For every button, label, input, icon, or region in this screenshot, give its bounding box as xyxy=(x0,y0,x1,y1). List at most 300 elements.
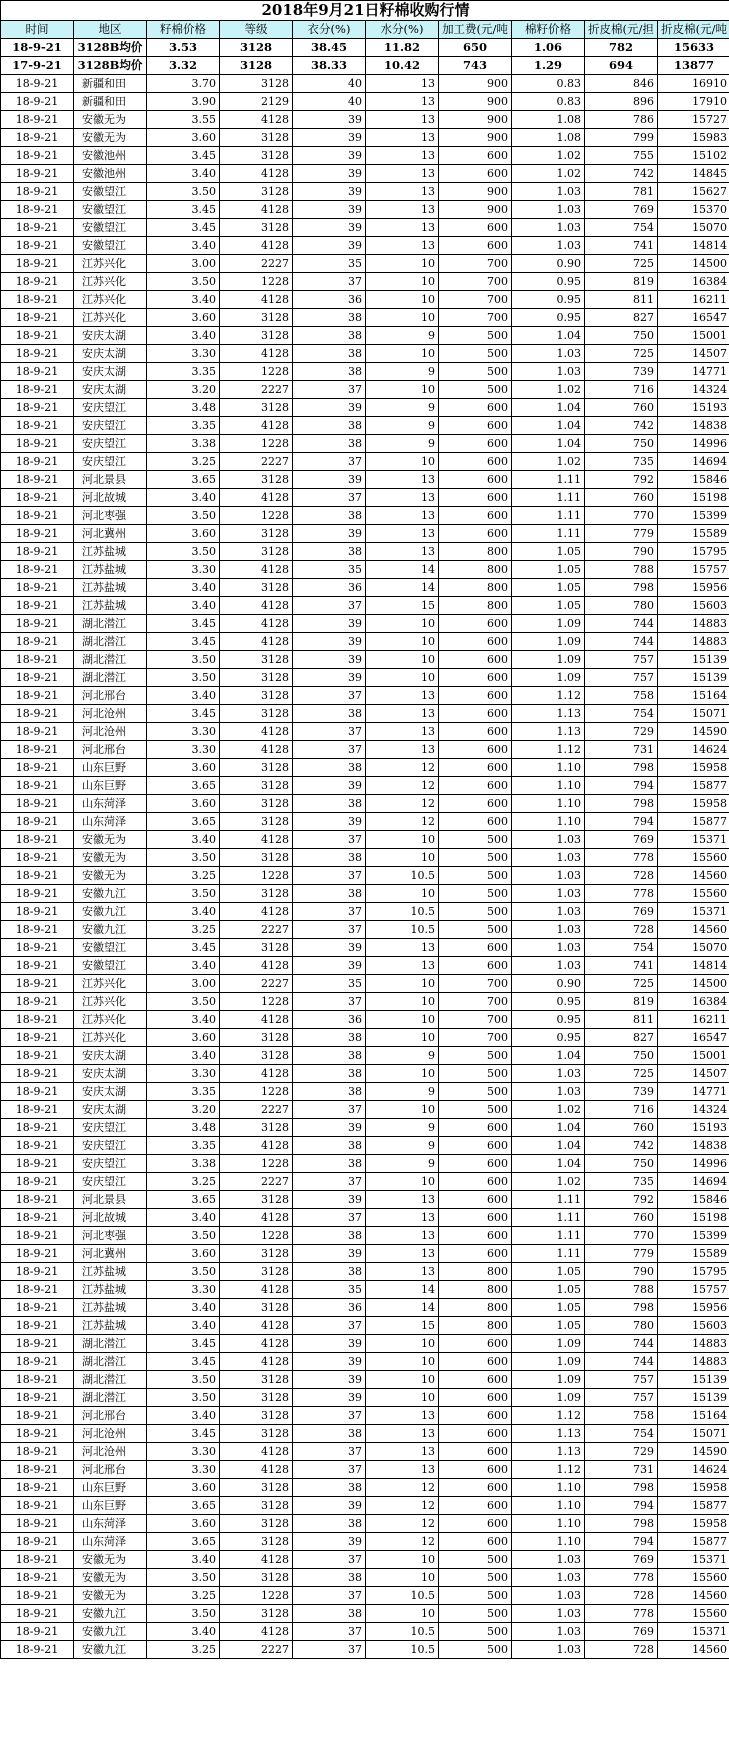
summary-cell: 11.82 xyxy=(366,39,439,57)
table-cell: 600 xyxy=(439,147,512,165)
table-cell: 4128 xyxy=(220,903,293,921)
table-cell: 12 xyxy=(366,1497,439,1515)
table-cell: 0.83 xyxy=(512,93,585,111)
table-cell: 湖北潜江 xyxy=(74,633,147,651)
table-cell: 600 xyxy=(439,1497,512,1515)
table-cell: 1.03 xyxy=(512,921,585,939)
table-cell: 1.04 xyxy=(512,1137,585,1155)
table-cell: 18-9-21 xyxy=(1,1029,74,1047)
table-cell: 750 xyxy=(585,1047,658,1065)
table-cell: 779 xyxy=(585,1245,658,1263)
table-cell: 3.20 xyxy=(147,381,220,399)
table-cell: 12 xyxy=(366,1515,439,1533)
table-cell: 896 xyxy=(585,93,658,111)
table-cell: 安庆太湖 xyxy=(74,327,147,345)
table-cell: 798 xyxy=(585,759,658,777)
table-cell: 10 xyxy=(366,453,439,471)
table-cell: 18-9-21 xyxy=(1,273,74,291)
table-cell: 600 xyxy=(439,507,512,525)
table-cell: 1228 xyxy=(220,867,293,885)
table-cell: 37 xyxy=(293,1551,366,1569)
table-cell: 15958 xyxy=(658,759,729,777)
table-cell: 1.03 xyxy=(512,849,585,867)
table-cell: 3.65 xyxy=(147,1533,220,1551)
table-cell: 38 xyxy=(293,1155,366,1173)
table-cell: 778 xyxy=(585,1605,658,1623)
table-cell: 14507 xyxy=(658,345,729,363)
table-cell: 3.60 xyxy=(147,309,220,327)
table-cell: 14845 xyxy=(658,165,729,183)
table-row xyxy=(1,507,729,525)
table-row xyxy=(1,201,729,219)
table-cell: 38 xyxy=(293,1425,366,1443)
table-cell: 1.04 xyxy=(512,399,585,417)
table-row xyxy=(1,1137,729,1155)
table-cell: 2227 xyxy=(220,921,293,939)
table-cell: 37 xyxy=(293,1407,366,1425)
table-cell: 3.30 xyxy=(147,1281,220,1299)
table-cell: 9 xyxy=(366,1155,439,1173)
table-cell: 3.40 xyxy=(147,903,220,921)
table-cell: 600 xyxy=(439,687,512,705)
table-cell: 754 xyxy=(585,705,658,723)
summary-cell: 782 xyxy=(585,39,658,57)
table-cell: 1.11 xyxy=(512,489,585,507)
table-cell: 1.11 xyxy=(512,1191,585,1209)
table-cell: 18-9-21 xyxy=(1,1137,74,1155)
table-cell: 38 xyxy=(293,327,366,345)
table-cell: 15139 xyxy=(658,1371,729,1389)
table-cell: 600 xyxy=(439,471,512,489)
table-row xyxy=(1,1605,729,1623)
data-rows xyxy=(1,75,729,1659)
table-cell: 3.40 xyxy=(147,1407,220,1425)
table-cell: 3128 xyxy=(220,705,293,723)
table-cell: 3.50 xyxy=(147,507,220,525)
table-cell: 14694 xyxy=(658,1173,729,1191)
table-cell: 3.45 xyxy=(147,1353,220,1371)
table-cell: 3.45 xyxy=(147,633,220,651)
table-cell: 500 xyxy=(439,1101,512,1119)
table-cell: 18-9-21 xyxy=(1,525,74,543)
table-cell: 37 xyxy=(293,867,366,885)
table-row xyxy=(1,615,729,633)
table-cell: 18-9-21 xyxy=(1,1515,74,1533)
table-cell: 13 xyxy=(366,129,439,147)
table-cell: 500 xyxy=(439,363,512,381)
table-cell: 4128 xyxy=(220,633,293,651)
table-cell: 4128 xyxy=(220,489,293,507)
table-cell: 729 xyxy=(585,723,658,741)
table-cell: 1.03 xyxy=(512,1083,585,1101)
summary-row xyxy=(1,57,729,75)
table-cell: 769 xyxy=(585,201,658,219)
table-cell: 38 xyxy=(293,705,366,723)
table-row xyxy=(1,93,729,111)
table-cell: 3.70 xyxy=(147,75,220,93)
table-cell: 安徽无为 xyxy=(74,1587,147,1605)
table-cell: 788 xyxy=(585,561,658,579)
table-cell: 3.40 xyxy=(147,291,220,309)
table-cell: 1.08 xyxy=(512,129,585,147)
table-cell: 18-9-21 xyxy=(1,939,74,957)
table-cell: 15877 xyxy=(658,777,729,795)
table-cell: 14507 xyxy=(658,1065,729,1083)
table-cell: 10 xyxy=(366,669,439,687)
table-cell: 1.02 xyxy=(512,147,585,165)
table-cell: 1.03 xyxy=(512,1641,585,1659)
table-cell: 12 xyxy=(366,1479,439,1497)
summary-cell: 18-9-21 xyxy=(1,39,74,57)
table-cell: 13 xyxy=(366,507,439,525)
table-cell: 725 xyxy=(585,345,658,363)
table-cell: 15371 xyxy=(658,831,729,849)
table-cell: 2227 xyxy=(220,975,293,993)
table-cell: 15371 xyxy=(658,1551,729,1569)
table-cell: 10 xyxy=(366,1569,439,1587)
table-cell: 700 xyxy=(439,975,512,993)
table-cell: 38 xyxy=(293,1083,366,1101)
table-cell: 38 xyxy=(293,417,366,435)
table-cell: 1.03 xyxy=(512,1065,585,1083)
table-row xyxy=(1,741,729,759)
table-cell: 18-9-21 xyxy=(1,147,74,165)
table-cell: 1.03 xyxy=(512,1605,585,1623)
table-cell: 3.45 xyxy=(147,147,220,165)
table-cell: 安庆太湖 xyxy=(74,381,147,399)
table-cell: 18-9-21 xyxy=(1,255,74,273)
table-cell: 15164 xyxy=(658,1407,729,1425)
table-cell: 10.5 xyxy=(366,1641,439,1659)
table-cell: 湖北潜江 xyxy=(74,1353,147,1371)
table-cell: 600 xyxy=(439,615,512,633)
table-cell: 10 xyxy=(366,1173,439,1191)
summary-cell: 3128B均价 xyxy=(74,39,147,57)
table-cell: 3128 xyxy=(220,1569,293,1587)
table-cell: 600 xyxy=(439,957,512,975)
table-cell: 14883 xyxy=(658,633,729,651)
table-cell: 1.03 xyxy=(512,1623,585,1641)
table-cell: 755 xyxy=(585,147,658,165)
table-cell: 792 xyxy=(585,1191,658,1209)
table-cell: 38 xyxy=(293,759,366,777)
table-cell: 9 xyxy=(366,1119,439,1137)
table-cell: 2227 xyxy=(220,1173,293,1191)
table-cell: 18-9-21 xyxy=(1,1425,74,1443)
table-cell: 3128 xyxy=(220,885,293,903)
table-cell: 600 xyxy=(439,723,512,741)
table-row xyxy=(1,759,729,777)
table-cell: 1228 xyxy=(220,1587,293,1605)
table-cell: 500 xyxy=(439,381,512,399)
table-cell: 15399 xyxy=(658,507,729,525)
table-cell: 河北冀州 xyxy=(74,1245,147,1263)
table-cell: 4128 xyxy=(220,417,293,435)
table-cell: 3128 xyxy=(220,1425,293,1443)
summary-cell: 3128 xyxy=(220,57,293,75)
table-cell: 13 xyxy=(366,723,439,741)
table-cell: 18-9-21 xyxy=(1,1443,74,1461)
table-cell: 4128 xyxy=(220,1137,293,1155)
table-cell: 10 xyxy=(366,651,439,669)
table-cell: 500 xyxy=(439,1587,512,1605)
table-cell: 18-9-21 xyxy=(1,1317,74,1335)
table-row xyxy=(1,309,729,327)
table-cell: 江苏盐城 xyxy=(74,1317,147,1335)
table-cell: 安徽九江 xyxy=(74,903,147,921)
table-cell: 800 xyxy=(439,1263,512,1281)
table-cell: 15589 xyxy=(658,525,729,543)
header-cell-time: 时间 xyxy=(1,21,74,39)
table-cell: 1.02 xyxy=(512,1101,585,1119)
table-cell: 744 xyxy=(585,1335,658,1353)
table-cell: 13 xyxy=(366,1209,439,1227)
table-row xyxy=(1,669,729,687)
table-cell: 18-9-21 xyxy=(1,687,74,705)
table-cell: 3128 xyxy=(220,939,293,957)
table-row xyxy=(1,1011,729,1029)
table-cell: 600 xyxy=(439,813,512,831)
table-cell: 3.50 xyxy=(147,1569,220,1587)
table-cell: 江苏盐城 xyxy=(74,1299,147,1317)
table-cell: 798 xyxy=(585,1299,658,1317)
table-cell: 1.13 xyxy=(512,1443,585,1461)
table-cell: 3128 xyxy=(220,1263,293,1281)
table-cell: 安徽池州 xyxy=(74,147,147,165)
table-cell: 安庆望江 xyxy=(74,435,147,453)
table-cell: 38 xyxy=(293,849,366,867)
table-cell: 790 xyxy=(585,1263,658,1281)
table-cell: 37 xyxy=(293,741,366,759)
table-cell: 安庆太湖 xyxy=(74,1065,147,1083)
table-cell: 39 xyxy=(293,813,366,831)
table-cell: 36 xyxy=(293,579,366,597)
table-cell: 1.02 xyxy=(512,381,585,399)
table-cell: 14560 xyxy=(658,921,729,939)
table-cell: 800 xyxy=(439,543,512,561)
table-cell: 18-9-21 xyxy=(1,1299,74,1317)
table-cell: 12 xyxy=(366,1533,439,1551)
table-cell: 1.09 xyxy=(512,1389,585,1407)
table-cell: 3.50 xyxy=(147,273,220,291)
table-cell: 1.08 xyxy=(512,111,585,129)
table-cell: 1228 xyxy=(220,1083,293,1101)
table-cell: 744 xyxy=(585,633,658,651)
table-cell: 36 xyxy=(293,1011,366,1029)
table-row xyxy=(1,183,729,201)
table-cell: 3.45 xyxy=(147,219,220,237)
table-cell: 4128 xyxy=(220,597,293,615)
table-cell: 700 xyxy=(439,1029,512,1047)
table-cell: 754 xyxy=(585,1425,658,1443)
table-cell: 4128 xyxy=(220,1443,293,1461)
table-cell: 37 xyxy=(293,831,366,849)
table-row xyxy=(1,723,729,741)
table-cell: 700 xyxy=(439,273,512,291)
table-row xyxy=(1,471,729,489)
table-cell: 安徽望江 xyxy=(74,939,147,957)
table-row xyxy=(1,327,729,345)
table-cell: 600 xyxy=(439,399,512,417)
table-cell: 700 xyxy=(439,1011,512,1029)
table-cell: 3128 xyxy=(220,1371,293,1389)
table-cell: 728 xyxy=(585,867,658,885)
table-cell: 15958 xyxy=(658,1515,729,1533)
table-row xyxy=(1,885,729,903)
table-cell: 18-9-21 xyxy=(1,813,74,831)
table-cell: 500 xyxy=(439,867,512,885)
table-cell: 18-9-21 xyxy=(1,975,74,993)
table-cell: 安徽九江 xyxy=(74,885,147,903)
table-cell: 3.25 xyxy=(147,1587,220,1605)
table-cell: 500 xyxy=(439,1623,512,1641)
header-cell-moisture: 水分(%) xyxy=(366,21,439,39)
summary-cell: 1.29 xyxy=(512,57,585,75)
table-cell: 600 xyxy=(439,453,512,471)
table-cell: 18-9-21 xyxy=(1,399,74,417)
table-cell: 安徽无为 xyxy=(74,1569,147,1587)
table-row xyxy=(1,1551,729,1569)
table-cell: 15877 xyxy=(658,813,729,831)
table-cell: 12 xyxy=(366,759,439,777)
summary-cell: 13877 xyxy=(658,57,729,75)
table-cell: 13 xyxy=(366,525,439,543)
table-cell: 3.40 xyxy=(147,1317,220,1335)
table-cell: 3128 xyxy=(220,1605,293,1623)
table-cell: 1.03 xyxy=(512,183,585,201)
table-cell: 1228 xyxy=(220,273,293,291)
table-cell: 1.04 xyxy=(512,1119,585,1137)
table-row xyxy=(1,165,729,183)
table-cell: 1.09 xyxy=(512,1335,585,1353)
table-cell: 河北景县 xyxy=(74,471,147,489)
table-cell: 10 xyxy=(366,345,439,363)
table-cell: 3.40 xyxy=(147,1209,220,1227)
table-cell: 10.5 xyxy=(366,903,439,921)
table-cell: 1.12 xyxy=(512,1461,585,1479)
table-cell: 827 xyxy=(585,1029,658,1047)
table-cell: 3.40 xyxy=(147,1047,220,1065)
table-cell: 13 xyxy=(366,219,439,237)
table-cell: 3.30 xyxy=(147,1065,220,1083)
table-cell: 39 xyxy=(293,1533,366,1551)
table-cell: 600 xyxy=(439,219,512,237)
table-cell: 739 xyxy=(585,363,658,381)
table-cell: 741 xyxy=(585,957,658,975)
table-cell: 38 xyxy=(293,1227,366,1245)
table-cell: 757 xyxy=(585,1371,658,1389)
table-cell: 4128 xyxy=(220,723,293,741)
table-cell: 1.03 xyxy=(512,345,585,363)
table-cell: 10 xyxy=(366,309,439,327)
summary-rows xyxy=(1,39,729,75)
table-cell: 754 xyxy=(585,219,658,237)
table-cell: 15070 xyxy=(658,219,729,237)
table-cell: 14 xyxy=(366,579,439,597)
table-cell: 14624 xyxy=(658,741,729,759)
table-row xyxy=(1,1227,729,1245)
table-row xyxy=(1,633,729,651)
table-row xyxy=(1,867,729,885)
table-cell: 37 xyxy=(293,453,366,471)
table-cell: 35 xyxy=(293,561,366,579)
table-cell: 600 xyxy=(439,939,512,957)
table-cell: 800 xyxy=(439,1299,512,1317)
table-cell: 14560 xyxy=(658,1587,729,1605)
table-cell: 18-9-21 xyxy=(1,1263,74,1281)
table-cell: 4128 xyxy=(220,201,293,219)
table-cell: 新疆和田 xyxy=(74,75,147,93)
table-cell: 4128 xyxy=(220,237,293,255)
table-cell: 3128 xyxy=(220,543,293,561)
table-cell: 1.02 xyxy=(512,165,585,183)
table-cell: 3.50 xyxy=(147,1605,220,1623)
table-cell: 779 xyxy=(585,525,658,543)
table-cell: 39 xyxy=(293,633,366,651)
table-cell: 河北沧州 xyxy=(74,705,147,723)
table-cell: 1.10 xyxy=(512,1479,585,1497)
table-cell: 3.45 xyxy=(147,939,220,957)
table-cell: 778 xyxy=(585,1569,658,1587)
table-cell: 14560 xyxy=(658,867,729,885)
table-cell: 600 xyxy=(439,705,512,723)
table-cell: 1.03 xyxy=(512,1587,585,1605)
table-cell: 600 xyxy=(439,1389,512,1407)
table-cell: 14883 xyxy=(658,1335,729,1353)
table-cell: 0.95 xyxy=(512,291,585,309)
table-cell: 12 xyxy=(366,813,439,831)
table-cell: 18-9-21 xyxy=(1,903,74,921)
table-cell: 15958 xyxy=(658,1479,729,1497)
table-cell: 10.5 xyxy=(366,867,439,885)
table-cell: 39 xyxy=(293,525,366,543)
table-cell: 15 xyxy=(366,597,439,615)
table-cell: 河北冀州 xyxy=(74,525,147,543)
table-cell: 9 xyxy=(366,327,439,345)
table-row xyxy=(1,273,729,291)
table-cell: 600 xyxy=(439,1425,512,1443)
table-cell: 600 xyxy=(439,1407,512,1425)
table-cell: 758 xyxy=(585,687,658,705)
table-cell: 500 xyxy=(439,1551,512,1569)
table-cell: 600 xyxy=(439,1353,512,1371)
table-cell: 4128 xyxy=(220,1209,293,1227)
table-cell: 37 xyxy=(293,273,366,291)
table-cell: 700 xyxy=(439,291,512,309)
table-cell: 754 xyxy=(585,939,658,957)
table-cell: 10 xyxy=(366,1065,439,1083)
table-cell: 安庆太湖 xyxy=(74,1047,147,1065)
table-cell: 4128 xyxy=(220,345,293,363)
table-cell: 38 xyxy=(293,1047,366,1065)
table-cell: 15603 xyxy=(658,1317,729,1335)
table-cell: 3.30 xyxy=(147,741,220,759)
table-row xyxy=(1,993,729,1011)
table-cell: 3.25 xyxy=(147,921,220,939)
table-cell: 15795 xyxy=(658,543,729,561)
table-cell: 18-9-21 xyxy=(1,1101,74,1119)
table-cell: 安庆望江 xyxy=(74,417,147,435)
table-cell: 16547 xyxy=(658,1029,729,1047)
table-cell: 39 xyxy=(293,1335,366,1353)
table-row xyxy=(1,1245,729,1263)
table-cell: 18-9-21 xyxy=(1,507,74,525)
table-cell: 728 xyxy=(585,1641,658,1659)
table-cell: 3.40 xyxy=(147,489,220,507)
table-cell: 38 xyxy=(293,1479,366,1497)
table-cell: 600 xyxy=(439,435,512,453)
table-cell: 安徽九江 xyxy=(74,1623,147,1641)
